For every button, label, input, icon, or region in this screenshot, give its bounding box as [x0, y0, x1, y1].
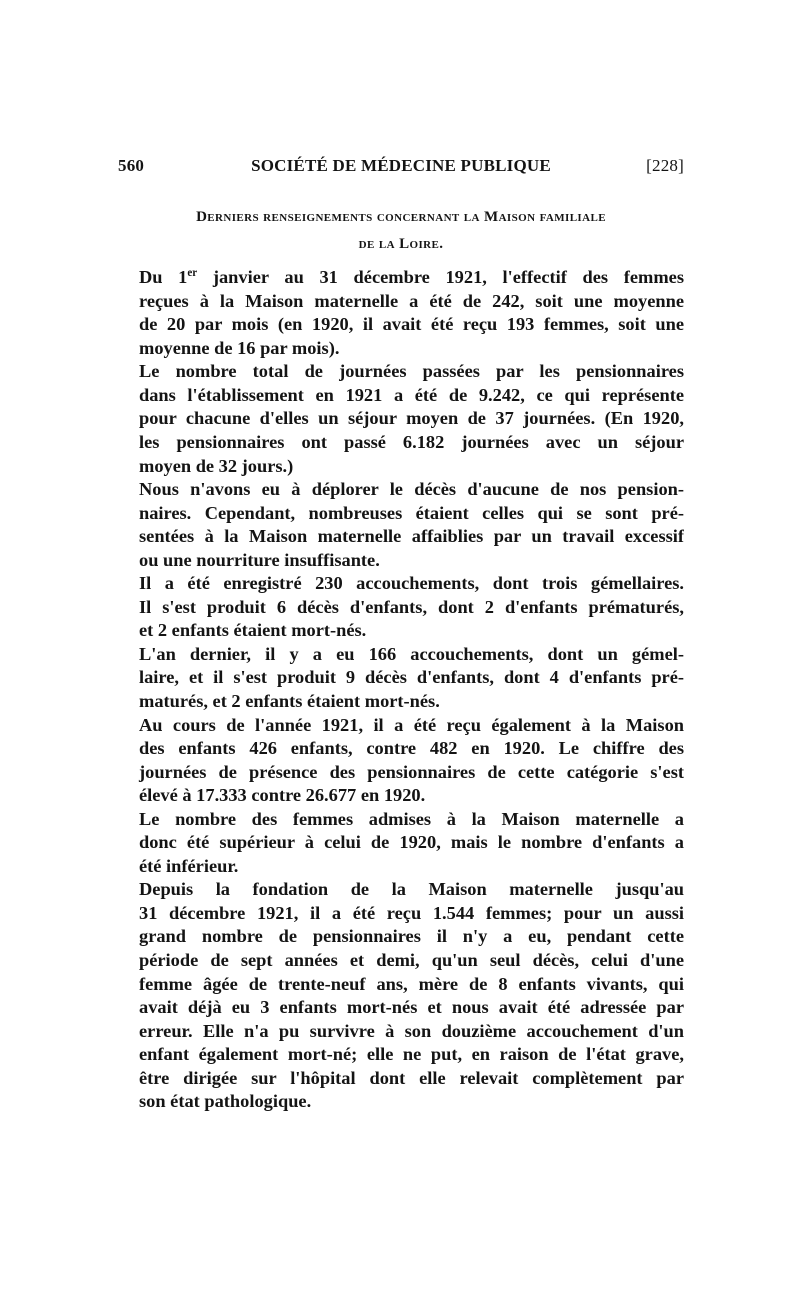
section-title-line: de la Loire. — [358, 236, 444, 252]
text-line: Le nombre total de journées passées par les pensionnaires — [139, 361, 684, 382]
running-title: SOCIÉTÉ DE MÉDECINE PUBLIQUE — [251, 156, 551, 175]
text-line: laire, et il s'est produit 9 décès d'enfants, dont 4 d'enfants pré- — [139, 667, 684, 688]
text-line: grand nombre de pensionnaires il n'y a eu, pendant cette — [139, 926, 684, 947]
text-line: maturés, et 2 enfants étaient mort-nés. — [139, 690, 440, 711]
text-line: moyenne de 16 par mois). — [139, 337, 340, 358]
text-line: L'an dernier, il y a eu 166 accouchements, dont un gémel- — [139, 643, 684, 664]
text-line: donc été supérieur à celui de 1920, mais le nombre d'enfants a — [139, 832, 684, 853]
text-line: son état pathologique. — [139, 1091, 312, 1112]
text-line: de 20 par mois (en 1920, il avait été reçu 193 femmes, soit une — [139, 314, 684, 335]
body-text — [118, 262, 684, 1114]
text-line: période de sept années et demi, qu'un seul décès, celui d'une — [139, 949, 684, 970]
text-line: avait déjà eu 3 enfants mort-nés et nous avait été adressée par — [139, 997, 684, 1018]
text-line: Il a été enregistré 230 accouchements, dont trois gémellaires. — [139, 573, 684, 594]
paragraph — [118, 478, 684, 572]
text-line: dans l'établissement en 1921 a été de 9.242, ce qui représente — [139, 384, 684, 405]
text-line: ou une nourriture insuffisante. — [139, 549, 380, 570]
text-line: sentées à la Maison maternelle affaiblies par un travail excessif — [139, 526, 684, 547]
text-line: Le nombre des femmes admises à la Maison maternelle a — [139, 808, 684, 829]
page-number: 560 — [118, 156, 145, 175]
section-title — [118, 204, 684, 258]
text-line: enfant également mort-né; elle ne put, en raison de l'état grave, — [139, 1044, 684, 1065]
text-line: pour chacune d'elles un séjour moyen de 37 journées. (En 1920, — [139, 408, 684, 429]
paragraph — [118, 360, 684, 478]
text-line: moyen de 32 jours.) — [139, 455, 294, 476]
text-line: Il s'est produit 6 décès d'enfants, dont 2 d'enfants prématurés, — [139, 596, 684, 617]
section-title-line: Derniers renseignements concernant la Maison familiale — [196, 209, 606, 225]
text-line: et 2 enfants étaient mort-nés. — [139, 620, 367, 641]
bracket-page-reference: [228] — [646, 156, 684, 175]
text-line: Depuis la fondation de la Maison maternelle jusqu'au — [139, 879, 684, 900]
text-line: erreur. Elle n'a pu survivre à son douzième accouchement d'un — [139, 1020, 684, 1041]
text-line: Du 1er janvier au 31 décembre 1921, l'effectif des femmes — [139, 267, 684, 288]
paragraph — [118, 878, 684, 1113]
text-line: naires. Cependant, nombreuses étaient celles qui se sont pré- — [139, 502, 684, 523]
paragraph — [118, 808, 684, 879]
running-header — [118, 156, 684, 180]
text-line: femme âgée de trente-neuf ans, mère de 8 enfants vivants, qui — [139, 973, 684, 994]
text-line: élevé à 17.333 contre 26.677 en 1920. — [139, 785, 426, 806]
text-line: Nous n'avons eu à déplorer le décès d'aucune de nos pension- — [139, 479, 684, 500]
text-line: Au cours de l'année 1921, il a été reçu également à la Maison — [139, 714, 684, 735]
text-line: des enfants 426 enfants, contre 482 en 1920. Le chiffre des — [139, 738, 684, 759]
text-line: été inférieur. — [139, 855, 239, 876]
text-line: reçues à la Maison maternelle a été de 242, soit une moyenne — [139, 290, 684, 311]
text-line: journées de présence des pensionnaires de cette catégorie s'est — [139, 761, 684, 782]
text-line: 31 décembre 1921, il a été reçu 1.544 femmes; pour un aussi — [139, 902, 684, 923]
text-line: les pensionnaires ont passé 6.182 journées avec un séjour — [139, 431, 684, 452]
paragraph — [118, 643, 684, 714]
paragraph — [118, 714, 684, 808]
text-line: être dirigée sur l'hôpital dont elle relevait complètement par — [139, 1067, 684, 1088]
paragraph — [118, 572, 684, 643]
paragraph — [118, 262, 684, 360]
